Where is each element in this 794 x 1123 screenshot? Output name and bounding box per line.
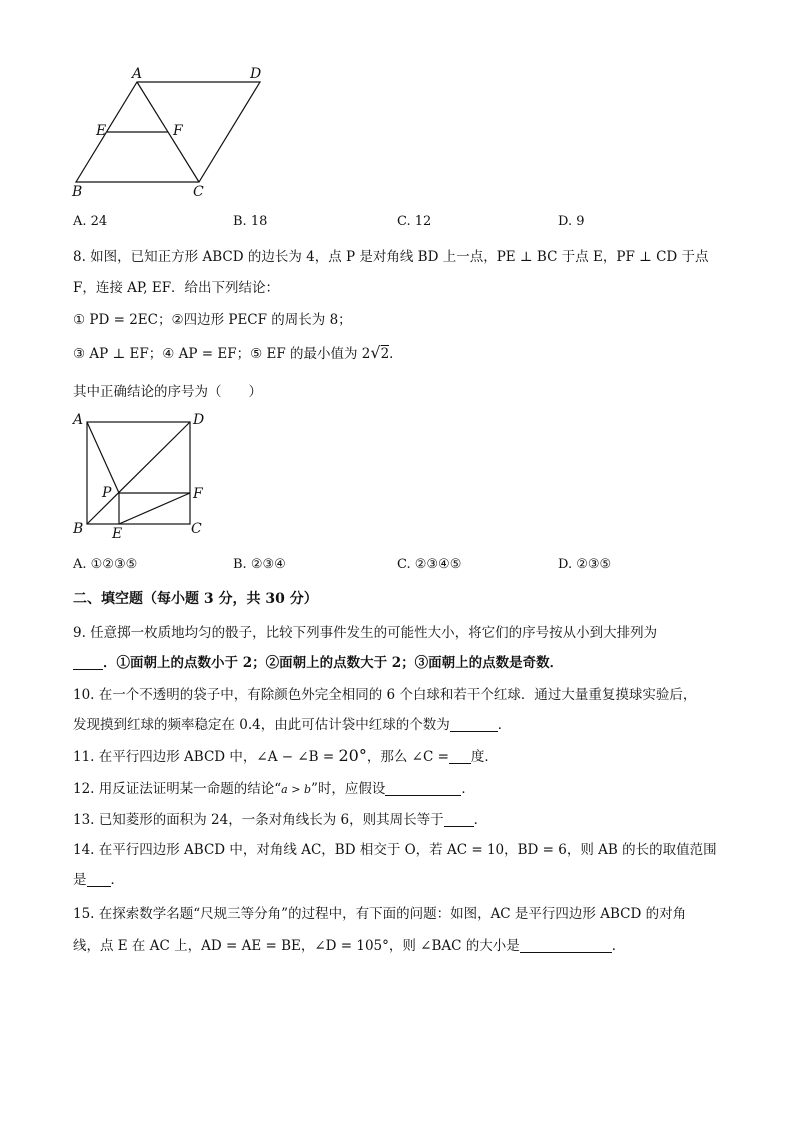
sqrt-sign: √ [370,343,381,362]
q14-line2-text: 是 [73,872,87,888]
q15-answer-blank[interactable] [520,938,612,953]
q8-option-a: A. ①②③⑤ [73,557,138,572]
q11-answer-blank[interactable] [449,749,471,764]
q8-option-b: B. ②③④ [233,557,286,572]
label-F: F [193,486,203,502]
q15-line1: 15. 在探索数学名题“尺规三等分角”的过程中，有下面的问题：如图，AC 是平行四边形 ABCD 的对角 [73,906,687,922]
q12-condition: a > b [281,783,311,796]
q9-line1: 9. 任意掷一枚质地均匀的骰子，比较下列事件发生的可能性大小，将它们的序号按从小到大排列为 [73,625,658,641]
q7-option-b: B. 18 [233,214,268,229]
q13-answer-blank[interactable] [444,812,474,827]
label-C: C [191,521,202,537]
q9-answer-blank[interactable] [73,655,103,670]
label-F: F [173,123,183,139]
q8-line3: ① PD = 2EC；②四边形 PECF 的周长为 8； [73,312,352,328]
q14-line2-end: ． [110,872,124,888]
square-figure [70,410,220,540]
q12-end: ． [461,781,475,797]
q8-option-c: C. ②③④⑤ [397,557,462,572]
label-C: C [193,184,204,200]
q14-line2 [73,868,124,888]
label-P: P [102,485,112,501]
q11-mid: ，那么 ∠C = [366,749,449,765]
label-E: E [112,526,123,540]
q15-line2-end: ． [611,938,626,954]
label-B: B [73,521,84,537]
q12-answer-blank[interactable] [385,781,461,796]
q11 [73,745,498,765]
q11-pre: 11. 在平行四边形 ABCD 中，∠A − ∠B = [73,749,339,765]
q8-line4 [73,342,403,362]
q10-line2-text: 发现摸到红球的频率稳定在 0.4，由此可估计袋中红球的个数为 [73,717,450,733]
q12 [73,777,475,797]
q11-end: 度． [470,749,498,765]
label-E: E [96,123,107,139]
q8-line1: 8. 如图，已知正方形 ABCD 的边长为 4，点 P 是对角线 BD 上一点，PE ⊥ BC 于点 E，PF ⊥ CD 于点 [73,249,709,265]
q9-line2 [73,651,563,671]
q9-line2-text: ．①面朝上的点数小于 2；②面朝上的点数大于 2；③面朝上的点数是奇数． [103,655,564,671]
label-A: A [132,66,143,82]
q10-line2-end: ． [497,717,512,733]
parallelogram-figure [70,62,270,202]
q14-line1: 14. 在平行四边形 ABCD 中，对角线 AC，BD 相交于 O，若 AC = 10，BD = 6，则 AB 的长的取值范围 [73,842,717,858]
q8-line5: 其中正确结论的序号为（ ） [73,384,262,400]
label-D: D [193,412,205,428]
q8-line4-end: ． [389,346,403,362]
q15-line2 [73,934,625,954]
q11-value: 20° [338,746,367,765]
q13-end: ． [473,812,488,828]
q10-line1: 10. 在一个不透明的袋子中，有除颜色外完全相同的 6 个白球和若干个红球．通过大量重复摸球实验后， [73,687,697,703]
q13-text: 13. 已知菱形的面积为 24，一条对角线长为 6，则其周长等于 [73,812,444,828]
q8-line4-prefix: ③ AP ⊥ EF；④ AP = EF；⑤ EF 的最小值为 2 [73,346,371,362]
q7-option-a: A. 24 [73,214,108,229]
label-D: D [250,66,262,82]
label-B: B [72,184,83,200]
q8-line2: F，连接 AP, EF．给出下列结论： [73,280,280,296]
q15-line2-text: 线，点 E 在 AC 上，AD = AE = BE，∠D = 105°，则 ∠BAC 的大小是 [73,938,520,954]
q7-option-c: C. 12 [397,214,432,229]
q7-option-d: D. 9 [558,214,585,229]
label-A: A [73,412,84,428]
q10-line2 [73,713,511,733]
q12-post: ”时，应假设 [310,781,386,797]
q13 [73,808,487,828]
q12-pre: 12. 用反证法证明某一命题的结论“ [73,781,282,797]
q10-answer-blank[interactable] [450,717,498,732]
q14-answer-blank[interactable] [87,872,111,887]
q8-option-d: D. ②③⑤ [558,557,612,572]
sqrt-radicand: 2 [380,346,390,362]
section2-title: 二、填空题（每小题 3 分，共 30 分） [73,591,318,607]
